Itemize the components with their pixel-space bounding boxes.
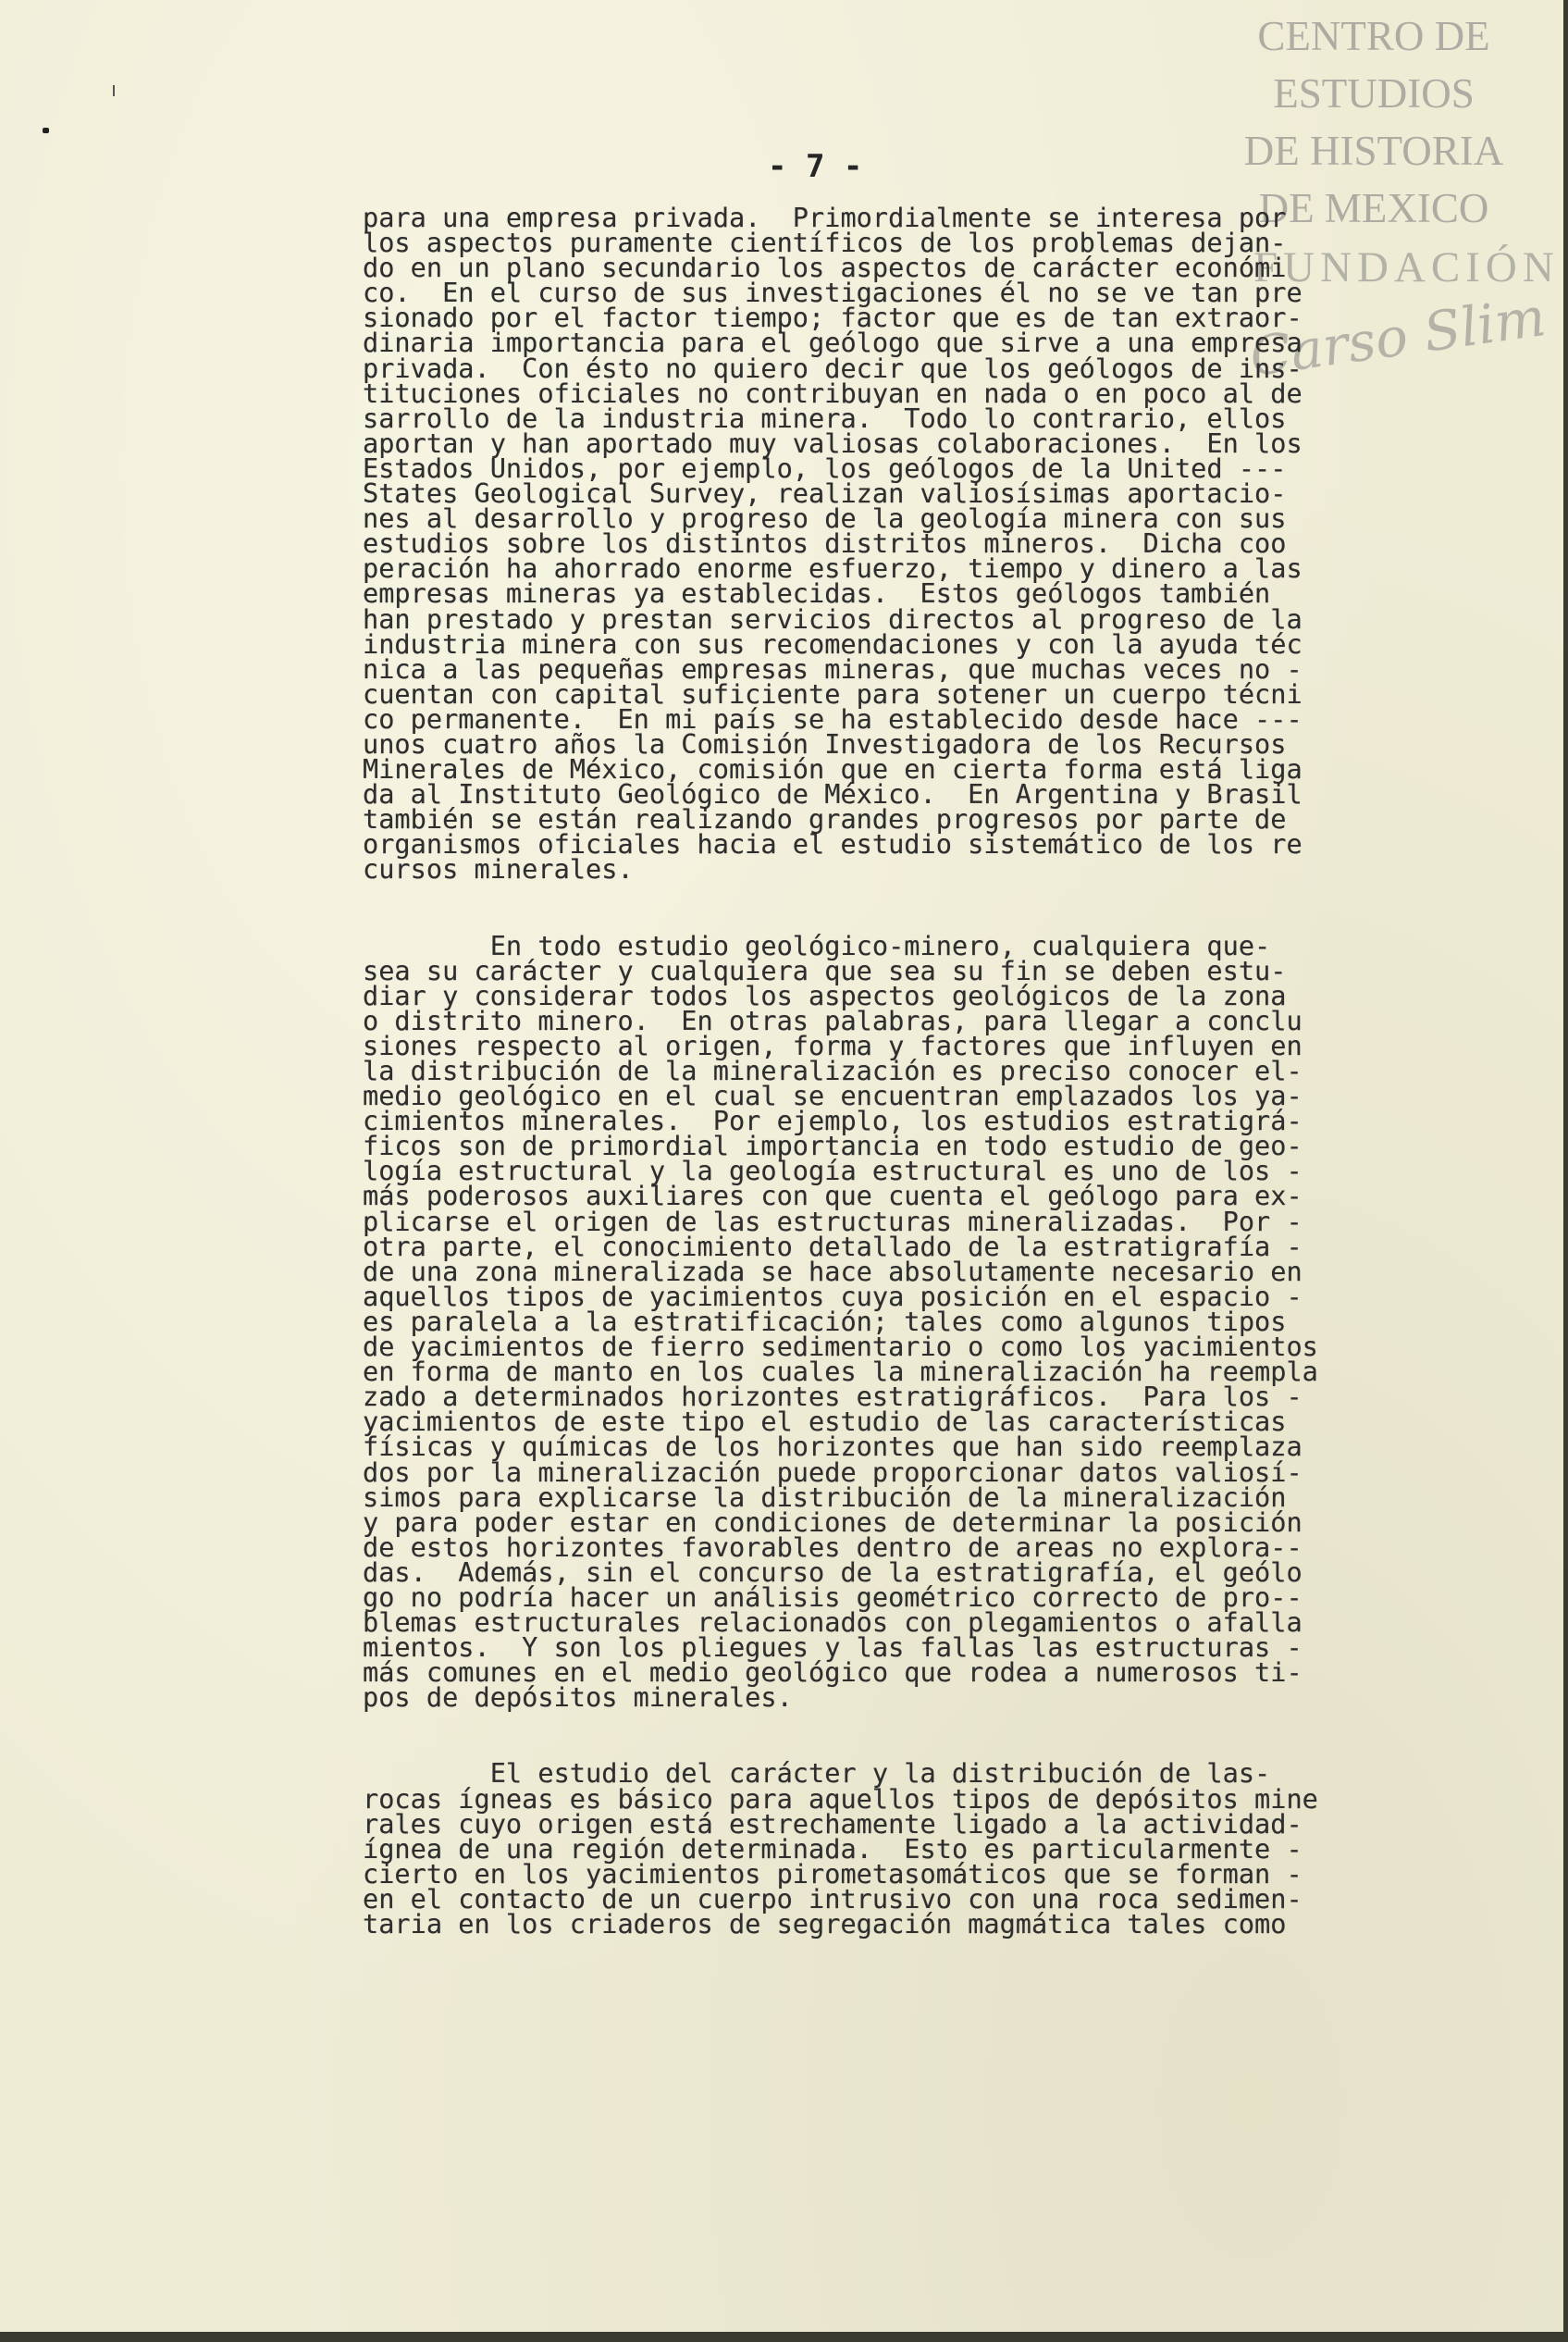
text-line: de estos horizontes favorables dentro de areas no explora-- <box>363 1530 1303 1563</box>
text-line: States Geological Survey, realizan valiosísimas aportacio- <box>363 477 1287 510</box>
text-line: para una empresa privada. Primordialmente se interesa por <box>363 202 1287 233</box>
text-line: mientos. Y son los pliegues y las fallas las estructuras - <box>363 1631 1303 1664</box>
text-line: go no podría hacer un análisis geométrico correcto de pro-- <box>363 1580 1303 1613</box>
stamp-signature: Carso Slim <box>1245 284 1549 390</box>
text-line: aquellos tipos de yacimientos cuya posición en el espacio - <box>363 1280 1303 1312</box>
text-line: tituciones oficiales no contribuyan en nada o en poco al de <box>363 377 1303 409</box>
scan-edge-right <box>1563 0 1568 2342</box>
text-line: es paralela a la estratificación; tales como algunos tipos <box>363 1305 1287 1337</box>
paragraph <box>363 202 1417 886</box>
text-line: aportan y han aportado muy valiosas colaboraciones. En los <box>363 427 1303 459</box>
text-line: en forma de manto en los cuales la mineralización ha reempla <box>363 1356 1318 1388</box>
text-line: do en un plano secundario los aspectos de carácter económi <box>363 252 1287 284</box>
text-line: de yacimientos de fierro sedimentario o como los yacimientos <box>363 1331 1318 1363</box>
text-line: cimientos minerales. Por ejemplo, los estudios estratigrá- <box>363 1105 1303 1137</box>
text-line: dos por la mineralización puede proporcionar datos valiosí- <box>363 1456 1303 1488</box>
text-line: medio geológico en el cual se encuentran emplazados los ya- <box>363 1080 1303 1112</box>
stamp-line: DE HISTORIA <box>1243 128 1504 174</box>
text-line: cierto en los yacimientos pirometasomáticos que se forman - <box>363 1857 1303 1890</box>
paper-speck <box>113 85 115 96</box>
paragraph-gap <box>363 1710 1417 1761</box>
stamp-line: DE MEXICO <box>1258 185 1489 231</box>
stamp-line: ESTUDIOS <box>1273 70 1475 117</box>
text-line: co. En el curso de sus investigaciones él no se ve tan pre <box>363 277 1303 309</box>
text-line: siones respecto al origen, forma y factores que influyen en <box>363 1029 1303 1061</box>
text-line: los aspectos puramente científicos de los problemas dejan- <box>363 227 1287 259</box>
text-line: El estudio del carácter y la distribución de las- <box>363 1757 1271 1790</box>
text-line: da al Instituto Geológico de México. En Argentina y Brasil <box>363 778 1303 811</box>
text-line: rales cuyo origen está estrechamente ligado a la actividad- <box>363 1807 1303 1840</box>
text-line: otra parte, el conocimiento detallado de la estratigrafía - <box>363 1230 1303 1262</box>
text-line: también se están realizando grandes progresos por parte de <box>363 803 1287 836</box>
text-line: cursos minerales. <box>363 853 634 886</box>
text-line: sarrollo de la industria minera. Todo lo contrario, ellos <box>363 402 1287 434</box>
text-line: Minerales de México, comisión que en cierta forma está liga <box>363 753 1303 786</box>
text-line: plicarse el origen de las estructuras mineralizadas. Por - <box>363 1205 1303 1237</box>
text-line: estudios sobre los distintos distritos mineros. Dicha coo <box>363 527 1287 560</box>
text-line: co permanente. En mi país se ha establecido desde hace --- <box>363 702 1303 735</box>
text-line: ígnea de una región determinada. Esto es particularmente - <box>363 1832 1303 1865</box>
punch-mark <box>43 128 49 133</box>
text-line: de una zona mineralizada se hace absolutamente necesario en <box>363 1255 1303 1287</box>
text-line: industria minera con sus recomendaciones y con la ayuda téc <box>363 627 1303 660</box>
text-line: dinaria importancia para el geólogo que sirve a una empresa <box>363 327 1303 359</box>
text-line: han prestado y prestan servicios directos al progreso de la <box>363 602 1303 635</box>
text-line: más comunes en el medio geológico que rodea a numerosos ti- <box>363 1656 1303 1689</box>
text-line: das. Además, sin el concurso de la estratigrafía, el geólo <box>363 1555 1303 1588</box>
page-number: - 7 - <box>768 148 863 185</box>
text-line: organismos oficiales hacia el estudio sistemático de los re <box>363 828 1303 861</box>
stamp-foundation: FUNDACIÓN <box>1253 243 1560 291</box>
text-line: privada. Con ésto no quiero decir que los geólogos de ins- <box>363 352 1303 384</box>
text-line: ficos son de primordial importancia en todo estudio de geo- <box>363 1130 1303 1162</box>
text-line: sionado por el factor tiempo; factor que es de tan extraor- <box>363 302 1303 334</box>
text-line: la distribución de la mineralización es preciso conocer el- <box>363 1055 1303 1086</box>
text-line: En todo estudio geológico-minero, cualquiera que- <box>363 929 1271 961</box>
text-line: blemas estructurales relacionados con plegamientos o afalla <box>363 1606 1303 1639</box>
text-line: simos para explicarse la distribución de la mineralización <box>363 1481 1287 1513</box>
paragraph <box>363 1757 1417 1939</box>
scan-edge-bottom <box>0 2332 1568 2342</box>
text-line: pos de depósitos minerales. <box>363 1681 793 1714</box>
text-line: más poderosos auxiliares con que cuenta el geólogo para ex- <box>363 1180 1303 1212</box>
document-body <box>363 202 1417 1939</box>
paragraph <box>363 929 1417 1714</box>
text-line: logía estructural y la geología estructural es uno de los - <box>363 1155 1303 1187</box>
text-line: empresas mineras ya establecidas. Estos geólogos también <box>363 577 1271 610</box>
text-line: peración ha ahorrado enorme esfuerzo, tiempo y dinero a las <box>363 552 1303 585</box>
text-line: yacimientos de este tipo el estudio de las características <box>363 1406 1287 1438</box>
text-line: cuentan con capital suficiente para sotener un cuerpo técni <box>363 677 1303 710</box>
text-line: diar y considerar todos los aspectos geológicos de la zona <box>363 979 1287 1011</box>
text-line: taria en los criaderos de segregación magmática tales como <box>363 1908 1287 1939</box>
text-line: sea su carácter y cualquiera que sea su fin se deben estu- <box>363 954 1287 986</box>
text-line: nes al desarrollo y progreso de la geología minera con sus <box>363 502 1287 535</box>
text-line: zado a determinados horizontes estratigráficos. Para los - <box>363 1381 1303 1413</box>
paragraph-gap <box>363 883 1417 934</box>
text-line: o distrito minero. En otras palabras, para llegar a conclu <box>363 1004 1303 1036</box>
text-line: físicas y químicas de los horizontes que han sido reemplaza <box>363 1431 1303 1463</box>
text-line: Estados Unidos, por ejemplo, los geólogos de la United --- <box>363 452 1287 484</box>
text-line: nica a las pequeñas empresas mineras, que muchas veces no - <box>363 652 1303 685</box>
stamp-line: CENTRO DE <box>1257 13 1490 59</box>
text-line: unos cuatro años la Comisión Investigadora de los Recursos <box>363 727 1287 760</box>
text-line: en el contacto de un cuerpo intrusivo con una roca sedimen- <box>363 1882 1303 1914</box>
text-line: rocas ígneas es básico para aquellos tipos de depósitos mine <box>363 1782 1318 1815</box>
text-line: y para poder estar en condiciones de determinar la posición <box>363 1506 1303 1538</box>
